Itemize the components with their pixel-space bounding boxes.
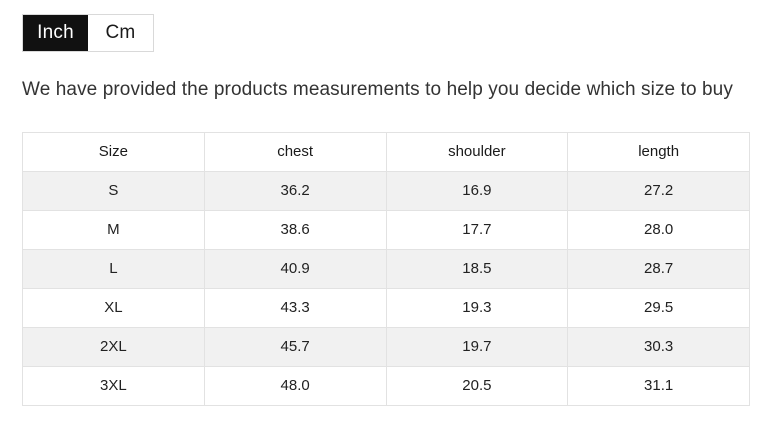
- column-header-shoulder: shoulder: [386, 132, 568, 171]
- column-header-chest: chest: [204, 132, 386, 171]
- table-header-row: [23, 132, 750, 171]
- cell-shoulder: 19.3: [386, 288, 568, 327]
- column-header-size: Size: [23, 132, 205, 171]
- table-row: [23, 210, 750, 249]
- cell-chest: 38.6: [204, 210, 386, 249]
- cell-size: XL: [23, 288, 205, 327]
- table-row: [23, 171, 750, 210]
- size-table-head: [23, 132, 750, 171]
- intro-text: We have provided the products measurements to help you decide which size to buy: [22, 79, 733, 100]
- cell-length: 27.2: [568, 171, 750, 210]
- cell-chest: 36.2: [204, 171, 386, 210]
- table-row: [23, 366, 750, 405]
- cell-chest: 43.3: [204, 288, 386, 327]
- cell-size: 2XL: [23, 327, 205, 366]
- cell-size: M: [23, 210, 205, 249]
- cell-length: 30.3: [568, 327, 750, 366]
- cell-chest: 45.7: [204, 327, 386, 366]
- cell-shoulder: 20.5: [386, 366, 568, 405]
- unit-tab-inch[interactable]: [23, 15, 88, 51]
- column-header-length: length: [568, 132, 750, 171]
- cell-length: 28.7: [568, 249, 750, 288]
- unit-tab-inch-label: Inch: [37, 22, 74, 43]
- cell-shoulder: 18.5: [386, 249, 568, 288]
- unit-tab-cm-label: Cm: [105, 22, 136, 43]
- size-table-body: [23, 171, 750, 405]
- unit-toggle-group[interactable]: [22, 14, 154, 52]
- cell-size: 3XL: [23, 366, 205, 405]
- table-row: [23, 288, 750, 327]
- cell-shoulder: 17.7: [386, 210, 568, 249]
- table-row: [23, 327, 750, 366]
- size-table-container: [22, 132, 751, 406]
- cell-length: 29.5: [568, 288, 750, 327]
- cell-shoulder: 16.9: [386, 171, 568, 210]
- cell-size: S: [23, 171, 205, 210]
- cell-length: 31.1: [568, 366, 750, 405]
- cell-chest: 48.0: [204, 366, 386, 405]
- table-row: [23, 249, 750, 288]
- cell-chest: 40.9: [204, 249, 386, 288]
- size-table: [22, 132, 750, 406]
- cell-size: L: [23, 249, 205, 288]
- cell-length: 28.0: [568, 210, 750, 249]
- unit-tab-cm[interactable]: [88, 15, 153, 51]
- cell-shoulder: 19.7: [386, 327, 568, 366]
